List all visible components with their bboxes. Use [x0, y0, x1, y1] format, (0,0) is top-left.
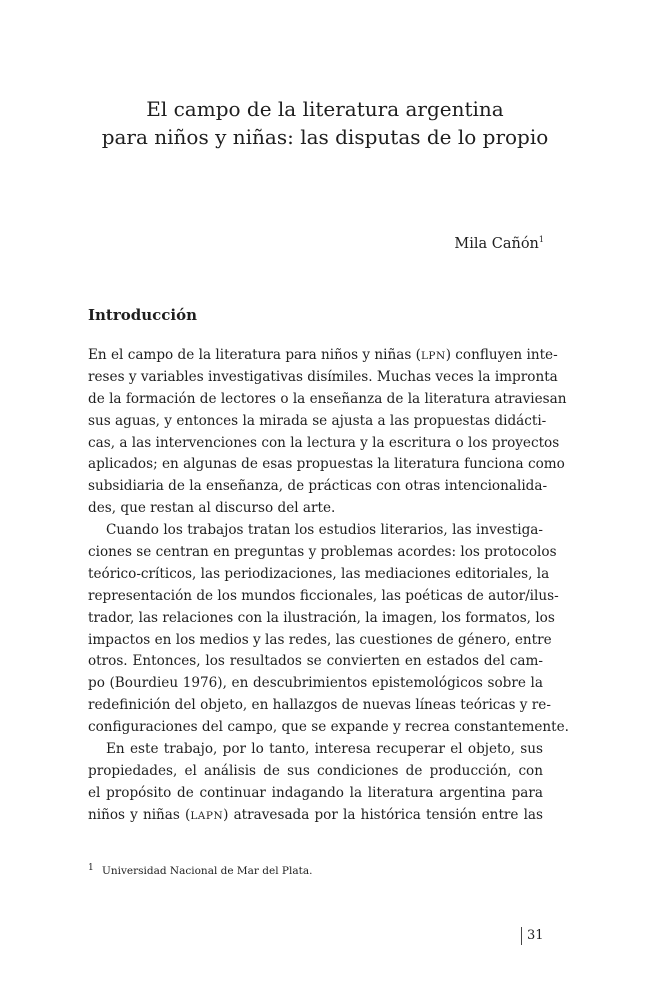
- text-line: propiedades, el análisis de sus condiciones de producción, con: [88, 762, 543, 779]
- paragraph-3: [88, 739, 543, 827]
- abbreviation: LAPN: [190, 809, 224, 822]
- text-line: impactos en los medios y las redes, las cuestiones de género, entre: [88, 631, 552, 648]
- text-line: sus aguas, y entonces la mirada se ajusta a las propuestas didácti-: [88, 412, 547, 429]
- text-line: niños y niñas (LAPN) atravesada por la histórica tensión entre las: [88, 806, 544, 823]
- paragraph-2: [88, 520, 569, 739]
- text-line: cas, a las intervenciones con la lectura y la escritura o los proyectos: [88, 434, 560, 451]
- text-line: representación de los mundos ficcionales, las poéticas de autor/ilus-: [88, 587, 559, 604]
- footnote: [88, 865, 312, 877]
- text-line: po (Bourdieu 1976), en descubrimientos epistemológicos sobre la: [88, 675, 543, 692]
- abbreviation: LPN: [420, 350, 446, 362]
- text-line: En el campo de la literatura para niños y niñas (LPN) confluyen inte-: [88, 347, 558, 363]
- text-line: otros. Entonces, los resultados se convierten en estados del cam-: [88, 653, 543, 670]
- text-line: redefinición del objeto, en hallazgos de nuevas líneas teóricas y re-: [88, 697, 551, 714]
- text-line: reses y variables investigativas disímiles. Muchas veces la impronta: [88, 368, 558, 385]
- chapter-title: [0, 95, 650, 151]
- text-line: teórico-críticos, las periodizaciones, las mediaciones editoriales, la: [88, 565, 550, 582]
- paragraph-1: [88, 345, 567, 520]
- text-line: des, que restan al discurso del arte.: [88, 500, 336, 517]
- text-line: Cuando los trabajos tratan los estudios literarios, las investiga-: [106, 522, 543, 539]
- author-footnote-ref: 1: [538, 235, 544, 244]
- footnote-text: Universidad Nacional de Mar del Plata.: [102, 865, 313, 877]
- chapter-title-line-2: para niños y niñas: las disputas de lo propio: [101, 125, 549, 149]
- text-line: subsidiaria de la enseñanza, de prácticas con otras intencionalida-: [88, 478, 548, 495]
- author-byline: [454, 236, 544, 252]
- text-line: aplicados; en algunas de esas propuestas la literatura funciona como: [88, 456, 565, 473]
- text-line: configuraciones del campo, que se expande y recrea constantemente.: [88, 719, 569, 736]
- page-number: 31: [521, 927, 544, 945]
- chapter-title-line-1: El campo de la literatura argentina: [146, 97, 504, 121]
- author-name: Mila Cañón: [454, 236, 539, 252]
- text-line: de la formación de lectores o la enseñanza de la literatura atraviesan: [88, 390, 567, 407]
- text-line: En este trabajo, por lo tanto, interesa recuperar el objeto, sus: [106, 741, 543, 758]
- text-line: el propósito de continuar indagando la literatura argentina para: [88, 784, 543, 801]
- section-heading: Introducción: [88, 306, 198, 324]
- text-line: trador, las relaciones con la ilustración, la imagen, los formatos, los: [88, 609, 555, 626]
- body-text: [88, 345, 569, 827]
- footnote-mark: 1: [88, 863, 94, 873]
- text-line: ciones se centran en preguntas y problemas acordes: los protocolos: [88, 544, 557, 561]
